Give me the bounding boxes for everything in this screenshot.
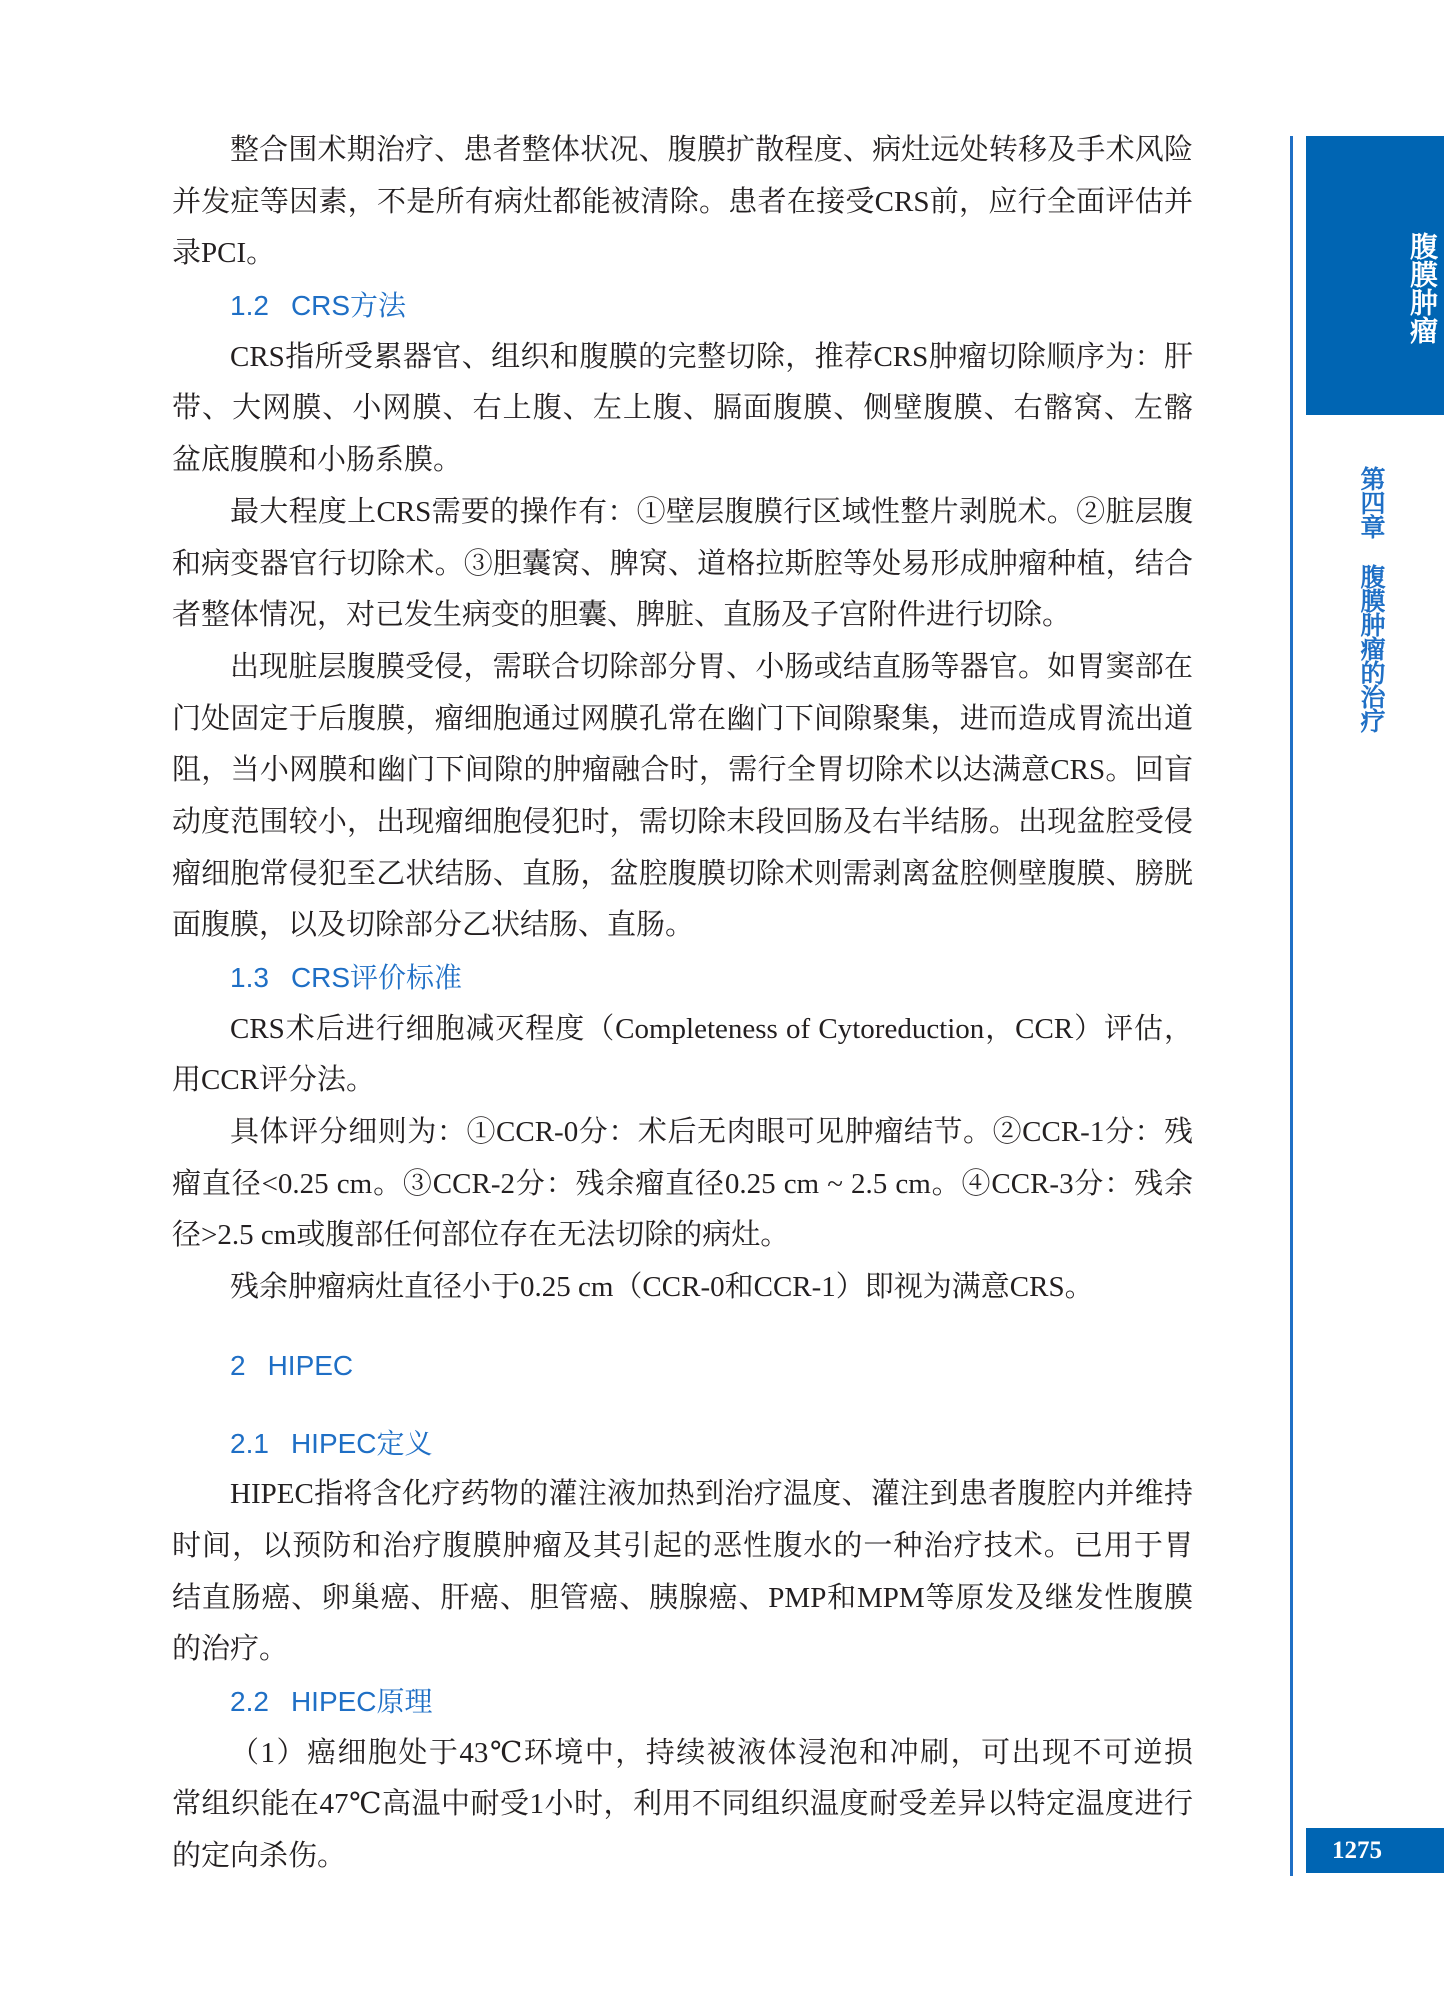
paragraph bbox=[172, 125, 1193, 280]
section-title: HIPEC bbox=[267, 1349, 354, 1381]
text-line: 瘤直径<0.25 cm。③CCR-2分：残余瘤直径0.25 cm ~ 2.5 cm。④CCR-3分：残余 bbox=[172, 1167, 1193, 1200]
text-line: 面腹膜，以及切除部分乙状结肠、直肠。 bbox=[172, 909, 695, 942]
section-heading bbox=[172, 280, 1193, 332]
section-title: CRS方法 bbox=[290, 290, 407, 322]
section-heading bbox=[172, 1418, 1193, 1470]
text-line: 整合围术期治疗、患者整体状况、腹膜扩散程度、病灶远处转移及手术风险 bbox=[230, 134, 1193, 166]
chapter-running-title bbox=[1345, 466, 1385, 732]
text-line: 具体评分细则为：①CCR-0分：术后无肉眼可见肿瘤结节。②CCR-1分：残 bbox=[230, 1116, 1193, 1149]
text-line: 最大程度上CRS需要的操作有：①壁层腹膜行区域性整片剥脱术。②脏层腹 bbox=[230, 495, 1193, 528]
text-line: 阻，当小网膜和幽门下间隙的肿瘤融合时，需行全胃切除术以达满意CRS。回盲 bbox=[172, 754, 1193, 787]
section-number: 2 bbox=[230, 1349, 246, 1381]
text-line: 动度范围较小，出现瘤细胞侵犯时，需切除末段回肠及右半结肠。出现盆腔受侵 bbox=[172, 805, 1193, 838]
paragraph bbox=[172, 642, 1193, 952]
text-line: 出现脏层腹膜受侵，需联合切除部分胃、小肠或结直肠等器官。如胃窦部在 bbox=[230, 650, 1193, 683]
text-line: CRS指所受累器官、组织和腹膜的完整切除，推荐CRS肿瘤切除顺序为：肝 bbox=[230, 340, 1193, 373]
text-line: 并发症等因素，不是所有病灶都能被清除。患者在接受CRS前，应行全面评估并 bbox=[172, 185, 1193, 218]
paragraph bbox=[172, 487, 1193, 642]
chapter-number: 第四章 bbox=[1357, 466, 1386, 538]
section-heading bbox=[172, 1676, 1193, 1728]
paragraph bbox=[172, 332, 1193, 487]
text-line: 带、大网膜、小网膜、右上腹、左上腹、膈面腹膜、侧壁腹膜、右髂窝、左髂 bbox=[172, 392, 1193, 425]
margin-divider bbox=[1290, 136, 1293, 1876]
text-line: （1）癌细胞处于43℃环境中，持续被液体浸泡和冲刷，可出现不可逆损 bbox=[230, 1736, 1193, 1769]
text-line: 时间，以预防和治疗腹膜肿瘤及其引起的恶性腹水的一种治疗技术。已用于胃 bbox=[172, 1529, 1193, 1562]
paragraph bbox=[172, 1262, 1193, 1314]
section-number: 1.2 bbox=[230, 290, 269, 322]
text-line: 常组织能在47℃高温中耐受1小时，利用不同组织温度耐受差异以特定温度进行 bbox=[172, 1788, 1193, 1821]
text-line: CRS术后进行细胞减灭程度（Completeness of Cytoreduction，CCR）评估， bbox=[230, 1012, 1193, 1045]
text-line: HIPEC指将含化疗药物的灌注液加热到治疗温度、灌注到患者腹腔内并维持 bbox=[230, 1478, 1193, 1511]
page-number: 1275 bbox=[1306, 1828, 1444, 1873]
text-line: 录PCI。 bbox=[172, 237, 276, 270]
section-tab bbox=[1306, 136, 1444, 415]
chapter-title: 腹膜肿瘤的治疗 bbox=[1357, 564, 1386, 732]
text-line: 的定向杀伤。 bbox=[172, 1840, 347, 1872]
section-title: CRS评价标准 bbox=[290, 962, 463, 993]
paragraph bbox=[172, 1004, 1193, 1107]
text-line: 门处固定于后腹膜，瘤细胞通过网膜孔常在幽门下间隙聚集，进而造成胃流出道 bbox=[172, 702, 1193, 735]
text-line: 结直肠癌、卵巢癌、肝癌、胆管癌、胰腺癌、PMP和MPM等原发及继发性腹膜 bbox=[172, 1581, 1193, 1614]
text-line: 径>2.5 cm或腹部任何部位存在无法切除的病灶。 bbox=[172, 1219, 790, 1252]
section-title: HIPEC定义 bbox=[290, 1427, 433, 1459]
text-line: 的治疗。 bbox=[172, 1633, 289, 1666]
section-tab-title: 腹膜肿瘤 bbox=[1406, 232, 1439, 344]
section-number: 2.1 bbox=[230, 1427, 269, 1459]
text-line: 盆底腹膜和小肠系膜。 bbox=[172, 444, 463, 477]
paragraph bbox=[172, 1469, 1193, 1676]
page-body bbox=[172, 125, 1193, 1883]
text-line: 用CCR评分法。 bbox=[172, 1064, 376, 1097]
section-heading bbox=[172, 952, 1193, 1004]
section-number: 2.2 bbox=[230, 1685, 269, 1717]
paragraph bbox=[172, 1107, 1193, 1262]
section-number: 1.3 bbox=[230, 962, 269, 993]
text-line: 者整体情况，对已发生病变的胆囊、脾脏、直肠及子宫附件进行切除。 bbox=[172, 599, 1072, 632]
text-line: 残余肿瘤病灶直径小于0.25 cm（CCR-0和CCR-1）即视为满意CRS。 bbox=[230, 1271, 1094, 1304]
text-line: 和病变器官行切除术。③胆囊窝、脾窝、道格拉斯腔等处易形成肿瘤种植，结合 bbox=[172, 547, 1193, 580]
paragraph bbox=[172, 1728, 1193, 1883]
text-line: 瘤细胞常侵犯至乙状结肠、直肠，盆腔腹膜切除术则需剥离盆腔侧壁腹膜、膀胱 bbox=[172, 857, 1193, 890]
section-heading bbox=[172, 1340, 1193, 1392]
section-title: HIPEC原理 bbox=[290, 1685, 433, 1717]
